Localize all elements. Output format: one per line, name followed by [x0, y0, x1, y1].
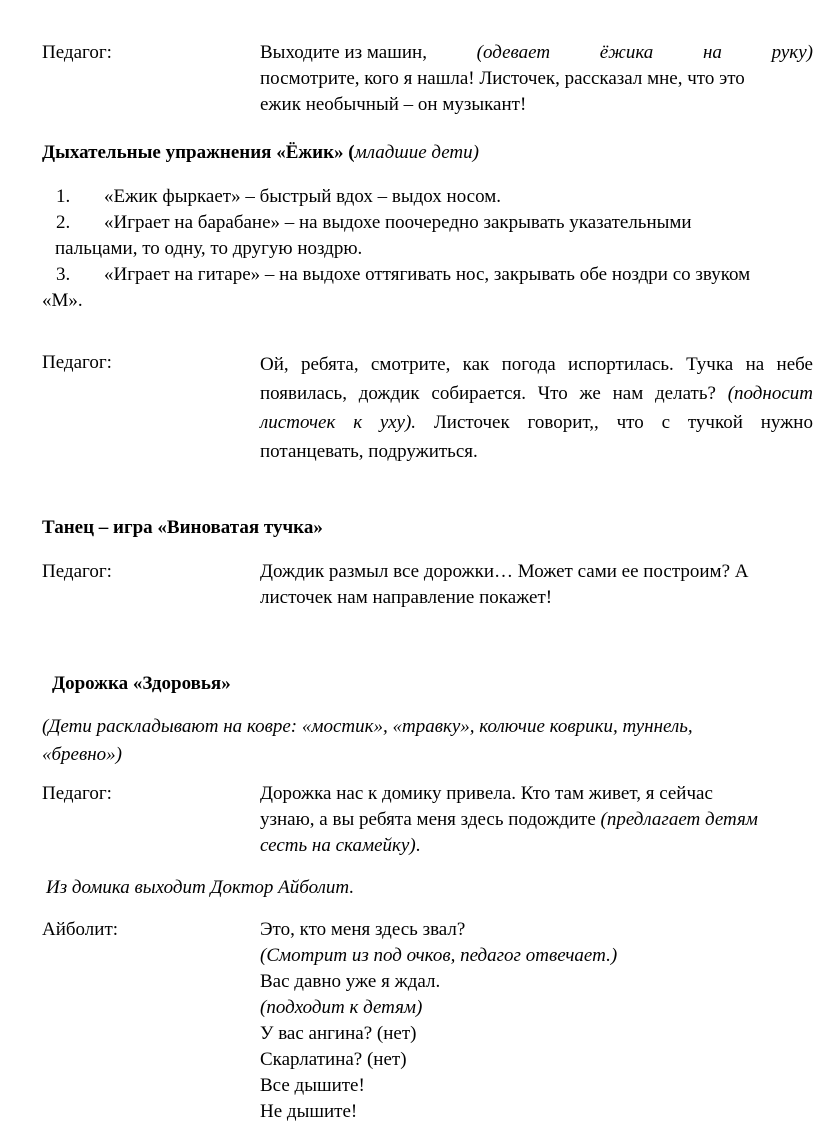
text-line: потанцевать, подружиться. — [260, 441, 478, 462]
list-number: 1. — [56, 186, 71, 207]
speaker-text — [260, 559, 813, 611]
speaker-text — [260, 40, 813, 118]
list-item-text: «Играет на гитаре» – на выдохе оттягивать нос, закрывать обе ноздри со звуком — [104, 264, 751, 285]
stage-direction-block — [42, 713, 693, 769]
text-line — [260, 833, 813, 859]
text-line: Дорожка нас к домику привела. Кто там живет, я сейчас — [260, 783, 713, 804]
list-item — [42, 184, 814, 210]
section-heading: Дорожка «Здоровья» — [52, 673, 231, 694]
stage-direction: сесть на скамейку) — [260, 835, 416, 856]
list-item — [42, 210, 814, 236]
text-fragment: появилась, дождик собирается. Что же нам делать? — [260, 383, 728, 404]
speaker-text — [260, 917, 813, 1125]
stage-direction: ёжика — [599, 42, 654, 63]
text-line — [260, 379, 813, 408]
text-line: (подходит к детям) — [260, 997, 423, 1018]
stage-direction: на — [702, 42, 722, 63]
text-fragment: Выходите из машин, — [260, 42, 427, 63]
list-number: 3. — [56, 264, 71, 285]
text-fragment: узнаю, а вы ребята меня здесь подождите — [260, 809, 601, 830]
list-item-text: «Играет на барабане» – на выдохе поочередно закрывать указательными — [104, 212, 692, 233]
list-item — [42, 262, 814, 288]
list-item-continuation: «М». — [42, 290, 83, 311]
list-item-continuation: пальцами, то одну, то другую ноздрю. — [55, 238, 363, 259]
exercise-list — [42, 184, 814, 314]
text-line: Не дышите! — [260, 1101, 358, 1122]
text-line: У вас ангина? (нет) — [260, 1023, 417, 1044]
stage-direction: (одевает — [476, 42, 551, 63]
text-line: посмотрите, кого я нашла! Листочек, рассказал мне, что это — [260, 68, 745, 89]
stage-direction: Из домика выходит Доктор Айболит. — [46, 877, 355, 898]
stage-direction: руку) — [771, 42, 813, 63]
section-heading: Танец – игра «Виноватая тучка» — [42, 517, 323, 538]
speaker-label: Педагог: — [42, 783, 112, 804]
text-line: Это, кто меня здесь звал? — [260, 919, 466, 940]
speaker-text — [260, 350, 813, 466]
text-fragment: . — [415, 835, 421, 856]
text-line: (Смотрит из под очков, педагог отвечает.) — [260, 945, 618, 966]
text-line — [260, 408, 813, 437]
speaker-label: Педагог: — [42, 561, 112, 582]
heading-italic-text: младшие дети) — [354, 142, 479, 163]
text-line: Дождик размыл все дорожки… Может сами ее построим? А — [260, 561, 749, 582]
list-number: 2. — [56, 212, 71, 233]
section-heading — [42, 140, 479, 166]
text-line: «бревно») — [42, 744, 122, 765]
text-line — [260, 40, 813, 66]
text-line: ежик необычный – он музыкант! — [260, 94, 527, 115]
text-line: Вас давно уже я ждал. — [260, 971, 441, 992]
speaker-text — [260, 781, 813, 859]
speaker-label: Айболит: — [42, 919, 119, 940]
stage-direction: (предлагает детям — [600, 809, 758, 830]
text-line: (Дети раскладывают на ковре: «мостик», «травку», колючие коврики, туннель, — [42, 716, 693, 737]
list-item-text: «Ежик фыркает» – быстрый вдох – выдох носом. — [104, 186, 502, 207]
stage-direction: (подносит — [727, 383, 813, 404]
speaker-label: Педагог: — [42, 352, 112, 373]
text-line: Ой, ребята, смотрите, как погода испортилась. Тучка на небе — [260, 354, 813, 375]
heading-bold-text: Дыхательные упражнения «Ёжик» ( — [42, 142, 355, 163]
speaker-label: Педагог: — [42, 42, 112, 63]
text-line: Скарлатина? (нет) — [260, 1049, 407, 1070]
stage-direction: листочек к уху). — [260, 412, 417, 433]
text-fragment: Листочек говорит,, что с тучкой нужно — [416, 412, 813, 433]
text-line: листочек нам направление покажет! — [260, 587, 553, 608]
text-line — [260, 807, 813, 833]
text-line: Все дышите! — [260, 1075, 365, 1096]
